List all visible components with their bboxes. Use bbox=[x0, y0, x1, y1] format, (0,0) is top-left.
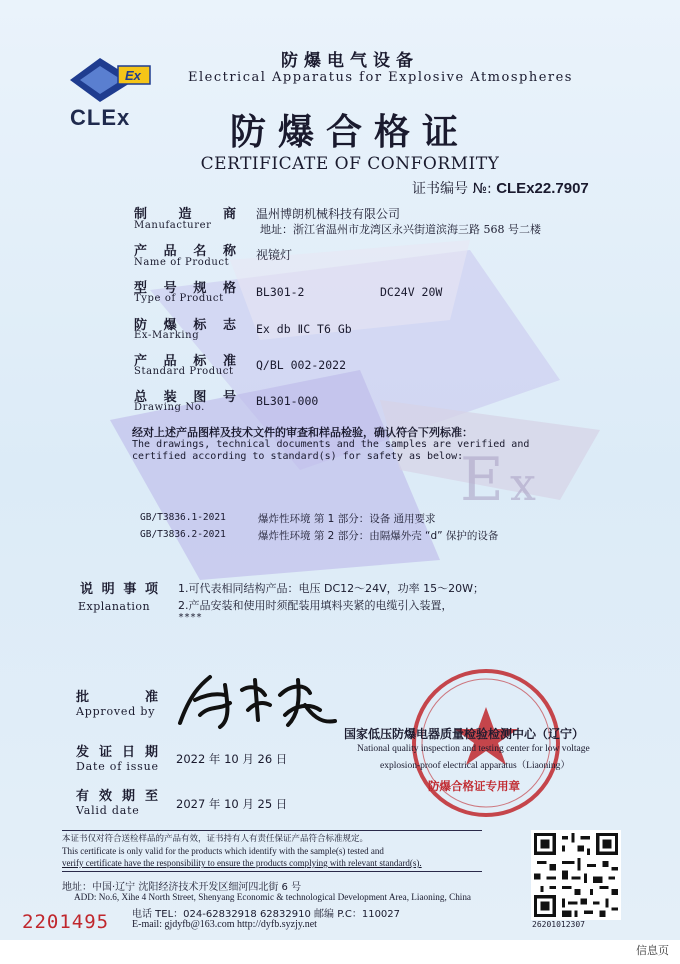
address-en: ADD: No.6, Xihe 4 North Street, Shenyang Economic & technological Development Area, Liaoning, China bbox=[74, 892, 472, 902]
certificate-number-label: 证书编号 №: bbox=[412, 181, 492, 197]
valid-date-label-cn: 有效期至 bbox=[76, 789, 158, 804]
apparatus-title-cn: 防爆电气设备 bbox=[281, 51, 419, 71]
address-cn: 地址：中国·辽宁 沈阳经济技术开发区细河四北街 6 号 bbox=[62, 882, 302, 893]
product-type-label-cn: 型号规格 bbox=[134, 281, 236, 296]
certificate-number bbox=[412, 178, 589, 198]
product-standard-label-en: Standard Product bbox=[134, 366, 234, 377]
declaration-en-line: certified according to standard(s) for safety as below: bbox=[132, 451, 464, 462]
explanation-label-en: Explanation bbox=[78, 600, 151, 613]
svg-text:E: E bbox=[460, 445, 504, 515]
drawing-number-value: BL301-000 bbox=[256, 394, 319, 408]
email-website: E-mail: gjdyfb@163.com http://dyfb.syzjy.net bbox=[132, 919, 317, 930]
explanation-stars: **** bbox=[178, 612, 203, 623]
standard-code: GB/T3836.2-2021 bbox=[140, 529, 226, 540]
declaration-en-line: The drawings, technical documents and the samples are verified and bbox=[132, 439, 530, 450]
product-name-value: 视镜灯 bbox=[256, 248, 293, 262]
product-type-label-en: Type of Product bbox=[134, 293, 224, 304]
organization-name-en: explosion-proof electrical apparatus（Liaoning） bbox=[380, 761, 570, 771]
svg-text:x: x bbox=[510, 457, 536, 511]
issue-date-label-en: Date of issue bbox=[76, 760, 159, 773]
ex-marking-label-en: Ex-Marking bbox=[134, 330, 200, 341]
standard-code: GB/T3836.1-2021 bbox=[140, 512, 226, 523]
declaration-cn: 经对上述产品图样及技术文件的审查和样品检验，确认符合下列标准： bbox=[132, 426, 473, 439]
page-tag: 信息页 bbox=[636, 944, 669, 957]
approved-by-label-cn: 批准 bbox=[76, 690, 158, 705]
notice-cn: 本证书仅对符合送检样品的产品有效，证书持有人有责任保证产品符合标准规定。 bbox=[62, 834, 369, 844]
product-type-value: BL301-2 bbox=[256, 285, 305, 299]
drawing-number-label-en: Drawing No. bbox=[134, 402, 205, 413]
serial-number: 2201495 bbox=[22, 911, 110, 933]
product-name-label-cn: 产品名称 bbox=[134, 244, 236, 259]
product-standard-value: Q/BL 002-2022 bbox=[256, 358, 347, 372]
manufacturer-value: 温州博朗机械科技有限公司 bbox=[256, 207, 401, 221]
product-rating-value: DC24V 20W bbox=[380, 285, 443, 299]
manufacturer-label-cn: 制造商 bbox=[134, 207, 236, 222]
svg-text:Ex: Ex bbox=[125, 68, 141, 83]
organization-name-en: National quality inspection and testing center for low voltage bbox=[357, 744, 590, 754]
seal-text: 防爆合格证专用章 bbox=[428, 779, 520, 793]
issue-date-label-cn: 发证日期 bbox=[76, 745, 158, 760]
valid-date-label-en: Valid date bbox=[76, 804, 140, 817]
validity-notice bbox=[62, 830, 482, 872]
product-name-label-en: Name of Product bbox=[134, 257, 230, 268]
qr-number: 26201012307 bbox=[532, 920, 585, 929]
approved-by-label-en: Approved by bbox=[76, 705, 156, 718]
certificate-title-cn: 防爆合格证 bbox=[229, 112, 470, 153]
logo-text: CLEx bbox=[70, 105, 131, 130]
certificate-title-en: CERTIFICATE OF CONFORMITY bbox=[200, 154, 500, 174]
official-seal bbox=[408, 665, 564, 821]
explanation-item: 2.产品安装和使用时须配装用填料夹紧的电缆引入装置， bbox=[178, 599, 453, 612]
telephone-postcode: 电话 TEL：024-62832918 62832910 邮编 P.C：110027 bbox=[132, 909, 401, 920]
standard-name: 爆炸性环境 第 2 部分：由隔爆外壳 “d” 保护的设备 bbox=[258, 530, 499, 542]
organization-name-cn: 国家低压防爆电器质量检验检测中心（辽宁） bbox=[344, 727, 585, 741]
valid-date-value: 2027 年 10 月 25 日 bbox=[176, 797, 288, 811]
declaration-en bbox=[132, 439, 552, 463]
notice-en: verify certificate have the responsibility to ensure the products complying with relevant standard(s). bbox=[62, 858, 422, 868]
qr-code-icon[interactable] bbox=[531, 830, 621, 920]
manufacturer-address: 地址：浙江省温州市龙湾区永兴街道滨海三路 568 号二楼 bbox=[260, 223, 541, 236]
apparatus-title-en: Electrical Apparatus for Explosive Atmospheres bbox=[188, 70, 573, 85]
explanation-item: 1.可代表相同结构产品：电压 DC12～24V，功率 15～20W； bbox=[178, 582, 485, 595]
manufacturer-label-en: Manufacturer bbox=[134, 220, 212, 231]
certificate-number-value: CLEx22.7907 bbox=[496, 180, 589, 197]
drawing-number-label-cn: 总装图号 bbox=[134, 390, 236, 405]
standard-name: 爆炸性环境 第 1 部分：设备 通用要求 bbox=[258, 513, 436, 525]
ex-marking-label-cn: 防爆标志 bbox=[134, 318, 236, 333]
explanation-label-cn: 说明事项 bbox=[80, 582, 158, 597]
product-standard-label-cn: 产品标准 bbox=[134, 354, 236, 369]
issue-date-value: 2022 年 10 月 26 日 bbox=[176, 752, 288, 766]
notice-en: This certificate is only valid for the products which identify with the sample(s) tested and bbox=[62, 846, 384, 856]
handwritten-signature bbox=[170, 665, 340, 735]
ex-marking-value: Ex db ⅡC T6 Gb bbox=[256, 322, 352, 336]
